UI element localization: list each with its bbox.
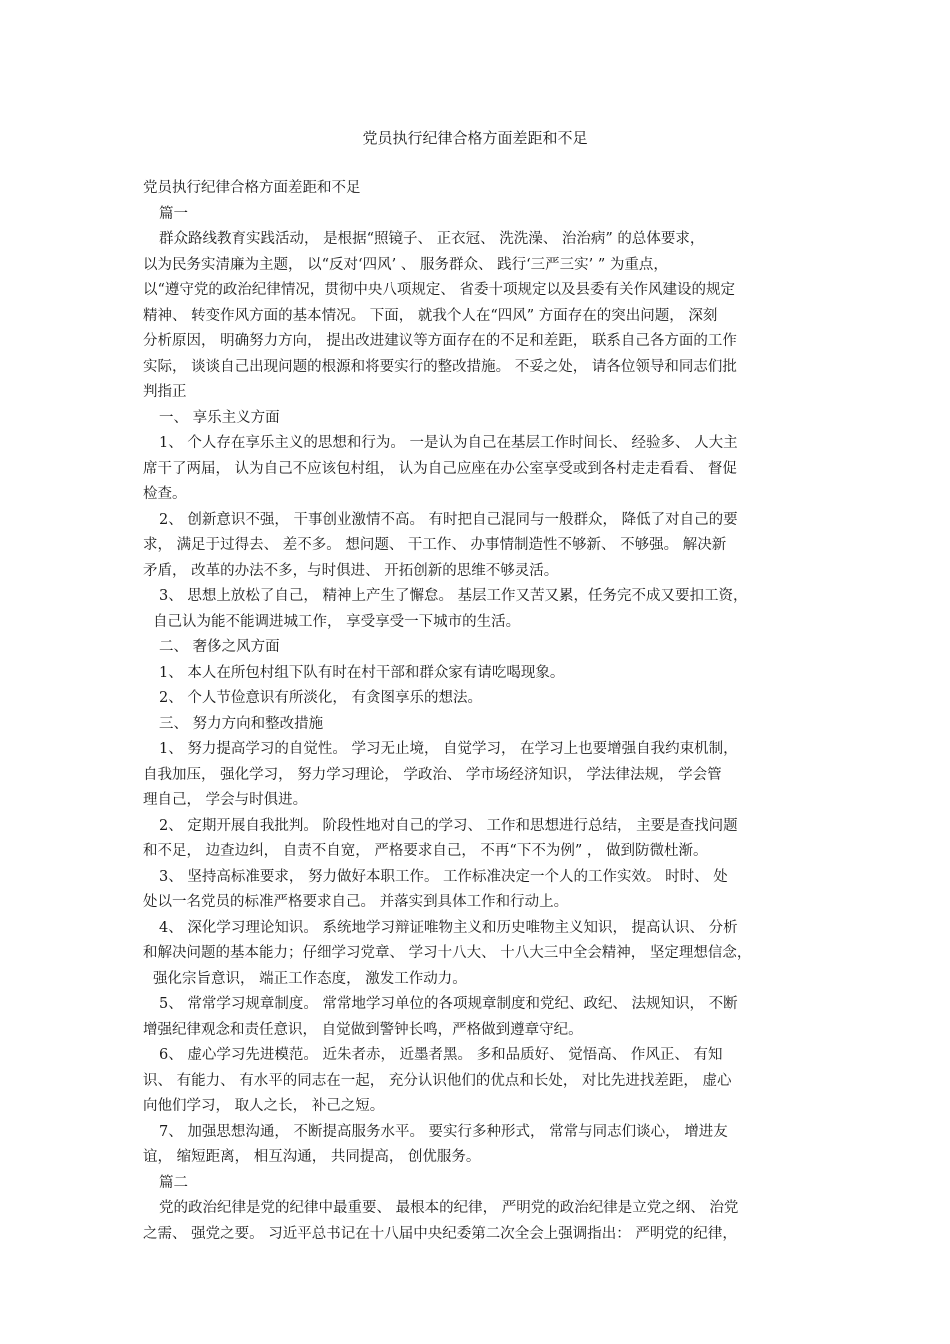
section-heading: 三、 努力方向和整改措施 [159,715,324,732]
paragraph-line: 1、 本人在所包村组下队有时在村干部和群众家有请吃喝现象。 [159,664,565,681]
paragraph-line: 强化宗旨意识， 端正工作态度， 激发工作动力。 [153,970,467,987]
paragraph-line: 分析原因， 明确努力方向， 提出改进建议等方面存在的不足和差距， 联系自己各方面的工作 [143,333,737,349]
paragraph-line: 精神、 转变作风方面的基本情况。 下面， 就我个人在“四风” 方面存在的突出问题， 深刻 [143,307,718,324]
paragraph-line: 党的政治纪律是党的纪律中最重要、 最根本的纪律， 严明党的政治纪律是立党之纲、 治党 [159,1200,739,1216]
paragraph-line: 实际， 谈谈自己出现问题的根源和将要实行的整改措施。 不妥之处， 请各位领导和同志们批 [143,358,737,375]
paragraph-line: 2、 个人节俭意识有所淡化， 有贪图享乐的想法。 [159,690,482,706]
paragraph-line: 席干了两届， 认为自己不应该包村组， 认为自己应座在办公室享受或到各村走走看看、 督促 [143,460,737,477]
paragraph-line: 增强纪律观念和责任意识， 自觉做到警钟长鸣，严格做到遵章守纪。 [143,1021,583,1038]
paragraph-line: 矛盾， 改革的办法不多，与时俱进、 开拓创新的思维不够灵活。 [143,562,559,579]
paragraph-line: 和解决问题的基本能力；仔细学习党章、 学习十八大、 十八大三中全会精神， 坚定理想信念， [143,945,752,961]
paragraph-line: 1、 个人存在享乐主义的思想和行为。 一是认为自己在基层工作时间长、 经验多、 人大主 [159,435,738,451]
paragraph-line: 理自己， 学会与时俱进。 [143,792,308,808]
paragraph-line: 自我加压， 强化学习， 努力学习理论， 学政治、 学市场经济知识， 学法律法规， 学会管 [143,766,722,783]
section-heading: 一、 享乐主义方面 [159,409,280,426]
section-heading: 二、 奢侈之风方面 [159,639,280,655]
paragraph-line: 1、 努力提高学习的自觉性。 学习无止境， 自觉学习， 在学习上也要增强自我约束机制， [159,741,738,757]
paragraph-line: 处以一名党员的标准严格要求自己。 并落实到具体工作和行动上。 [143,894,569,910]
paragraph-line: 3、 坚持高标准要求， 努力做好本职工作。 工作标准决定一个人的工作实效。 时时、 处 [159,868,728,885]
paragraph-line: 4、 深化学习理论知识。 系统地学习辩证唯物主义和历史唯物主义知识， 提高认识、 分析 [159,919,738,936]
paragraph-line: 和不足， 边查边纠， 自责不自宽， 严格要求自己， 不再“下不为例” ， 做到防微杜渐。 [143,843,708,859]
paragraph-line: 3、 思想上放松了自己， 精神上产生了懈怠。 基层工作又苦又累，任务完不成又要扣工资， [159,588,748,604]
paragraph-line: 谊， 缩短距离， 相互沟通， 共同提高， 创优服务。 [143,1149,481,1165]
document-title: 党员执行纪律合格方面差距和不足 [362,129,588,147]
paragraph-line: 群众路线教育实践活动， 是根据“照镜子、 正衣冠、 洗洗澡、 治治病” 的总体要求， [159,231,705,247]
paragraph-line: 7、 加强思想沟通， 不断提高服务水平。 要实行多种形式， 常常与同志们谈心， 增进友 [159,1123,728,1140]
paragraph-line: 5、 常常学习规章制度。 常常地学习单位的各项规章制度和党纪、政纪、 法规知识， 不断 [159,996,738,1012]
paragraph-line: 2、 创新意识不强， 干事创业激情不高。 有时把自己混同与一般群众， 降低了对自己的要 [159,511,738,528]
paragraph-line: 判指正 [143,384,187,400]
paragraph-line: 2、 定期开展自我批判。 阶段性地对自己的学习、 工作和思想进行总结， 主要是查找问题 [159,817,738,834]
paragraph-line: 向他们学习， 取人之长， 补己之短。 [143,1098,385,1114]
paragraph-line: 以“遵守党的政治纪律情况，贯彻中央八项规定、 省委十项规定以及县委有关作风建设的规定 [143,282,736,298]
paragraph-line: 6、 虚心学习先进模范。 近朱者赤， 近墨者黑。 多和品质好、 觉悟高、 作风正、 有知 [159,1047,723,1063]
section-heading-part-two: 篇二 [159,1174,188,1191]
paragraph-line: 之需、 强党之要。 习近平总书记在十八届中央纪委第二次全会上强调指出： 严明党的纪律， [143,1225,737,1242]
paragraph-line: 以为民务实清廉为主题， 以“反对‘四风’ 、 服务群众、 践行‘三严三实’ ” 为重点， [143,256,668,273]
paragraph-line: 识、 有能力、 有水平的同志在一起， 充分认识他们的优点和长处， 对比先进找差距， 虚心 [143,1072,732,1089]
subtitle-line: 党员执行纪律合格方面差距和不足 [143,180,361,196]
document-body [143,176,823,1247]
paragraph-line: 自己认为能不能调进城工作， 享受享受一下城市的生活。 [153,613,521,630]
paragraph-line: 求， 满足于过得去、 差不多。 想问题、 干工作、 办事情制造性不够新、 不够强。 解决新 [143,537,727,553]
paragraph-line: 检查。 [143,486,187,502]
section-heading-part-one: 篇一 [159,205,188,222]
